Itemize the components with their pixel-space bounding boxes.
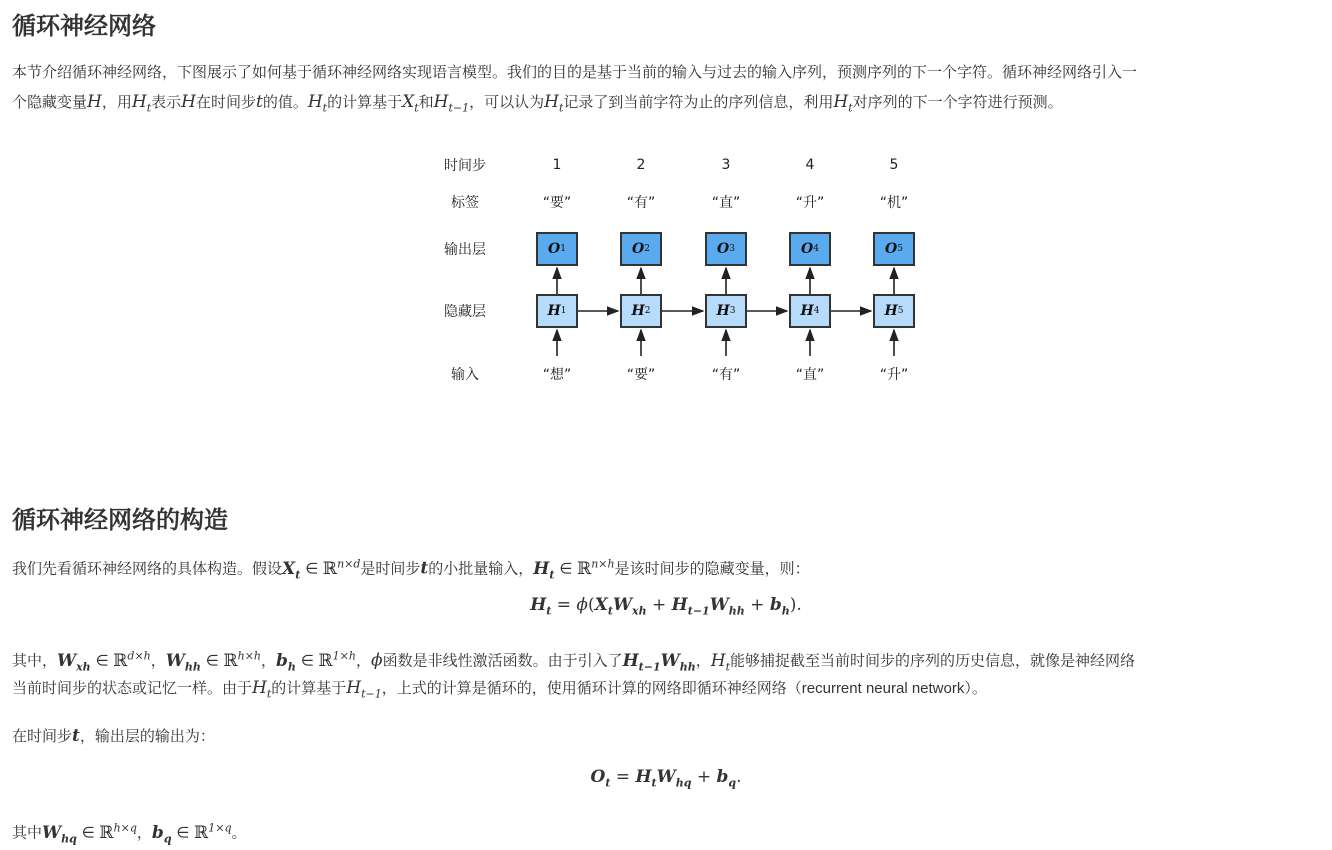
- math-base: H: [833, 92, 849, 112]
- hidden-node: [705, 294, 747, 328]
- math-symbol: [194, 823, 231, 843]
- math-sub: h: [287, 660, 296, 674]
- text: ，: [261, 651, 277, 670]
- math-symbol: [656, 767, 692, 790]
- math-sub: t: [848, 101, 853, 115]
- text-line: [12, 553, 810, 586]
- time-step: 4: [805, 157, 815, 173]
- math-sub: t: [558, 101, 564, 115]
- math-sub: t−1: [361, 687, 382, 701]
- text: +: [744, 595, 770, 615]
- math-symbol: [612, 595, 647, 618]
- math-sub: t: [549, 568, 555, 582]
- math-sub: t: [651, 776, 657, 790]
- text: =: [551, 595, 577, 615]
- math-base: b: [769, 595, 782, 615]
- math-base: ℝ: [194, 822, 209, 843]
- output-node: [620, 232, 662, 266]
- math-symbol: [635, 767, 657, 790]
- math-sub: hh: [728, 604, 745, 618]
- row-label: 时间步: [444, 158, 486, 174]
- math-base: ℝ: [223, 650, 238, 671]
- text: 能够捕捉截至当前时间步的序列的历史信息，就像是神经网络: [729, 651, 1135, 670]
- math-base: H: [181, 92, 196, 112]
- equation-line: [0, 594, 1332, 617]
- math-symbol: [710, 650, 730, 674]
- section-title-rnn: 循环神经网络: [12, 12, 156, 40]
- math-sup: 1×q: [208, 821, 232, 834]
- math-symbol: [577, 559, 615, 579]
- math-symbol: [533, 558, 555, 582]
- label-char: “机”: [879, 195, 909, 211]
- text: 其中: [12, 823, 43, 842]
- node-symbol: O: [632, 241, 645, 257]
- text: 是该时间步的隐藏变量，则：: [614, 559, 810, 578]
- text: ，上式的计算是循环的，使用循环计算的网络即循环神经网络（: [381, 679, 802, 697]
- time-step: 5: [889, 157, 899, 173]
- math-base: t: [255, 92, 263, 112]
- node-index: 5: [897, 306, 904, 316]
- math-base: W: [612, 595, 633, 615]
- text: 个隐藏变量: [12, 93, 88, 111]
- math-sub: t: [322, 101, 328, 115]
- node-index: 1: [560, 306, 567, 316]
- math-base: X: [282, 558, 296, 579]
- text: ，: [695, 651, 711, 670]
- text: =: [610, 767, 636, 787]
- input-char: “有”: [711, 367, 741, 383]
- label-char: “升”: [795, 195, 825, 211]
- english-term: recurrent neural network: [801, 680, 965, 697]
- text: 对序列的下一个字符进行预测。: [852, 93, 1063, 111]
- math-base: H: [635, 767, 652, 787]
- text: 是时间步: [360, 559, 421, 578]
- math-symbol: [223, 651, 261, 671]
- node-index: 5: [897, 244, 903, 254]
- input-char: “想”: [542, 367, 572, 383]
- text: 本节介绍循环神经网络，下图展示了如何基于循环神经网络实现语言模型。我们的目的是基于当前的输入与过去的输入序列，预测序列的下一个字符。循环神经网络引入一: [12, 63, 1138, 81]
- label-char: “要”: [542, 195, 572, 211]
- math-sup: d×h: [127, 649, 151, 662]
- math-base: H: [346, 678, 362, 698]
- text: 和: [418, 93, 434, 111]
- math-symbol: [622, 650, 661, 674]
- node-index: 4: [813, 306, 820, 316]
- text-line: [12, 645, 1135, 678]
- row-label: 输入: [451, 367, 479, 383]
- math-symbol: [709, 595, 745, 618]
- node-symbol: H: [716, 303, 730, 319]
- math-base: H: [530, 595, 547, 615]
- math-symbol: [319, 651, 356, 671]
- math-base: H: [671, 595, 688, 615]
- math-base: H: [544, 92, 559, 112]
- math-sub: q: [163, 832, 172, 846]
- math-base: W: [57, 650, 77, 671]
- label-char: “有”: [626, 195, 656, 211]
- node-symbol: H: [884, 303, 898, 319]
- rnn-diagram: [0, 0, 1332, 400]
- math-base: H: [533, 558, 550, 579]
- math-symbol: [671, 595, 710, 618]
- math-base: H: [252, 678, 267, 698]
- math-symbol: [57, 650, 91, 674]
- node-index: 3: [729, 244, 735, 254]
- text: 函数是非线性激活函数。由于引入了: [382, 651, 623, 670]
- node-symbol: O: [801, 241, 814, 257]
- math-base: O: [590, 767, 606, 787]
- math-base: b: [151, 822, 164, 843]
- arrows: [0, 0, 1332, 400]
- math-base: ℝ: [99, 822, 114, 843]
- math-base: X: [402, 92, 415, 112]
- math-symbol: [42, 822, 77, 846]
- node-symbol: H: [631, 303, 645, 319]
- text: ∈: [300, 559, 323, 578]
- text-line: [12, 725, 215, 747]
- math-base: X: [594, 595, 608, 615]
- math-sub: hh: [184, 660, 201, 674]
- math-sub: t: [414, 101, 419, 115]
- text: ，: [355, 651, 371, 670]
- math-sub: t: [266, 687, 272, 701]
- text: ∈: [295, 651, 319, 670]
- math-symbol: [276, 650, 296, 674]
- output-node: [789, 232, 831, 266]
- time-step: 1: [552, 157, 562, 173]
- math-sub: hq: [675, 776, 692, 790]
- math-sub: t: [605, 776, 611, 790]
- math-symbol: [346, 678, 382, 701]
- math-base: H: [307, 92, 323, 112]
- math-sub: xh: [632, 604, 647, 618]
- node-index: 4: [813, 244, 819, 254]
- text: ∈: [171, 823, 195, 842]
- math-base: H: [710, 650, 726, 671]
- math-base: W: [656, 767, 676, 787]
- time-step: 2: [636, 157, 646, 173]
- math-symbol: [371, 651, 383, 671]
- math-base: t: [420, 558, 429, 579]
- text: 表示: [151, 93, 182, 111]
- math-symbol: [716, 767, 737, 790]
- text: 在时间步: [195, 93, 256, 111]
- math-sub: xh: [76, 660, 91, 674]
- text: 。: [231, 823, 247, 842]
- section-title-structure: 循环神经网络的构造: [12, 506, 228, 534]
- math-base: H: [622, 650, 639, 671]
- text: ，: [150, 651, 166, 670]
- label-char: “直”: [711, 195, 741, 211]
- math-symbol: [530, 595, 552, 618]
- text: 的小批量输入，: [428, 559, 534, 578]
- math-sub: t−1: [687, 604, 710, 618]
- math-base: W: [42, 822, 62, 843]
- math-sup: h×h: [237, 649, 262, 662]
- math-base: ℝ: [577, 558, 592, 579]
- text: ∈: [554, 559, 578, 578]
- math-symbol: [576, 595, 588, 615]
- text: 的计算基于: [327, 93, 403, 111]
- math-sub: t: [546, 604, 552, 618]
- text: ，输出层的输出为：: [79, 727, 215, 745]
- input-char: “升”: [879, 367, 909, 383]
- input-char: “直”: [795, 367, 825, 383]
- text: 的计算基于: [271, 679, 347, 697]
- math-sub: hh: [679, 660, 696, 674]
- math-base: W: [165, 650, 185, 671]
- row-label: 标签: [451, 195, 479, 211]
- node-symbol: H: [800, 303, 814, 319]
- math-symbol: [282, 558, 301, 582]
- math-symbol: [660, 650, 696, 674]
- math-base: t: [72, 726, 80, 746]
- node-symbol: O: [885, 241, 898, 257]
- text: ，用: [101, 93, 132, 111]
- text: .: [736, 767, 742, 787]
- math-symbol: [252, 678, 272, 701]
- text: ∈: [200, 651, 224, 670]
- math-symbol: [151, 822, 172, 846]
- math-base: W: [709, 595, 729, 615]
- text: 当前时间步的状态或记忆一样。由于: [12, 679, 253, 697]
- text: +: [691, 767, 717, 787]
- row-label: 隐藏层: [444, 304, 486, 320]
- math-sub: q: [728, 776, 737, 790]
- row-label: 输出层: [444, 242, 486, 258]
- node-symbol: H: [547, 303, 561, 319]
- text: 的值。: [262, 93, 308, 111]
- text: 其中，: [12, 651, 58, 670]
- hidden-node: [873, 294, 915, 328]
- hidden-node: [789, 294, 831, 328]
- time-step: 3: [721, 157, 731, 173]
- math-base: H: [131, 92, 147, 112]
- math-base: b: [276, 650, 288, 671]
- math-sup: 1×h: [332, 649, 356, 662]
- math-base: H: [433, 92, 449, 112]
- node-index: 2: [644, 306, 651, 316]
- math-sub: t: [725, 660, 730, 674]
- math-base: ℝ: [318, 650, 333, 671]
- math-sup: h×q: [113, 821, 137, 834]
- math-base: H: [87, 92, 102, 112]
- math-sub: h: [781, 604, 790, 618]
- text-line: [12, 817, 247, 850]
- text: ）。: [964, 679, 987, 697]
- math-sub: t: [146, 101, 152, 115]
- output-node: [705, 232, 747, 266]
- math-symbol: [590, 767, 611, 790]
- math-sup: n×d: [337, 557, 361, 570]
- math-symbol: [769, 595, 790, 618]
- text-line: [12, 677, 987, 705]
- math-sub: t: [295, 568, 301, 582]
- math-sup: n×h: [591, 557, 615, 570]
- text: +: [646, 595, 672, 615]
- math-symbol: [99, 823, 136, 843]
- math-sub: t−1: [638, 660, 661, 674]
- math-base: ℝ: [113, 650, 128, 671]
- node-index: 3: [729, 306, 736, 316]
- equation-line: [0, 766, 1332, 789]
- text: 记录了到当前字符为止的序列信息，利用: [563, 93, 834, 111]
- output-node: [536, 232, 578, 266]
- math-symbol: [323, 559, 360, 579]
- text: ∈: [76, 823, 100, 842]
- math-base: b: [716, 767, 729, 787]
- text: ).: [789, 595, 802, 615]
- math-base: ϕ: [371, 650, 383, 671]
- math-sub: hq: [61, 832, 77, 846]
- node-index: 1: [560, 244, 566, 254]
- text: ，: [136, 823, 152, 842]
- hidden-node: [620, 294, 662, 328]
- text: 在时间步: [12, 727, 73, 745]
- text: ∈: [90, 651, 114, 670]
- text: (: [588, 595, 595, 615]
- math-base: ℝ: [322, 558, 338, 579]
- node-symbol: O: [548, 241, 561, 257]
- math-symbol: [72, 726, 80, 746]
- math-sub: t−1: [448, 101, 470, 115]
- math-symbol: [113, 651, 150, 671]
- node-symbol: O: [717, 241, 730, 257]
- hidden-node: [536, 294, 578, 328]
- math-symbol: [594, 595, 613, 618]
- output-node: [873, 232, 915, 266]
- math-symbol: [165, 650, 201, 674]
- input-char: “要”: [626, 367, 656, 383]
- math-base: ϕ: [576, 595, 589, 615]
- math-sub: t: [607, 604, 613, 618]
- text: 我们先看循环神经网络的具体构造。假设: [12, 559, 283, 578]
- math-base: W: [660, 650, 680, 671]
- text: ，可以认为: [469, 93, 545, 111]
- node-index: 2: [644, 244, 650, 254]
